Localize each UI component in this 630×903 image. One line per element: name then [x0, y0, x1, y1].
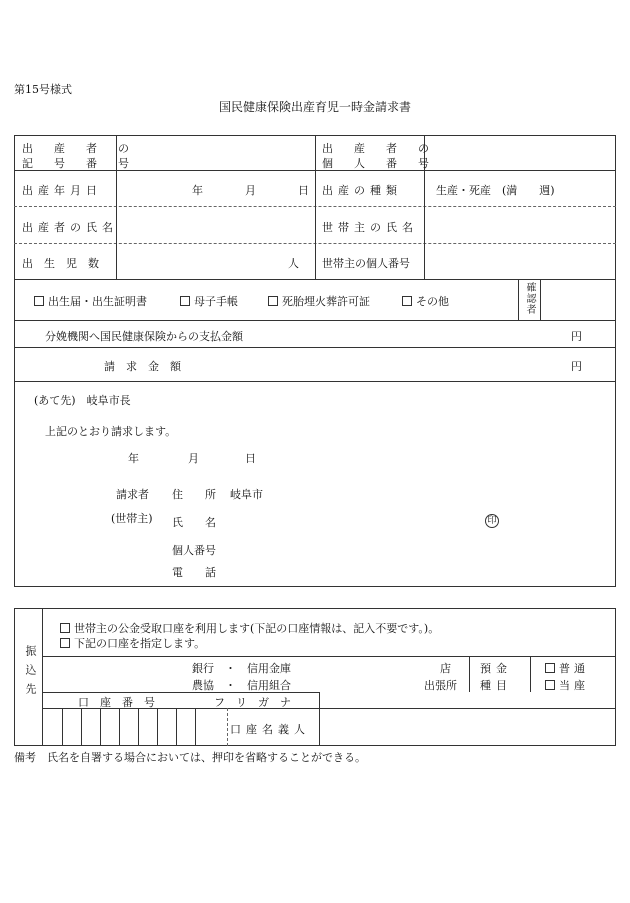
- furigana-label: フ リ ガ ナ: [214, 696, 291, 709]
- request-day: 日: [245, 452, 256, 465]
- householder-individual-field[interactable]: [425, 244, 615, 278]
- claimant-name-label: 氏 名: [172, 516, 216, 529]
- name-label: 出産者の氏名: [22, 221, 118, 234]
- doc-label: その他: [416, 295, 449, 308]
- address-value[interactable]: 岐阜市: [230, 488, 263, 501]
- request-statement: 上記のとおり請求します。: [45, 425, 177, 438]
- checkbox-icon: [34, 296, 44, 306]
- children-count-label: 出 生 児 数: [22, 257, 99, 270]
- checkbox-icon: [402, 296, 412, 306]
- individual-number-label-1: 出 産 者 の: [322, 142, 434, 155]
- recipient-number-label-1: 出 産 者 の: [22, 142, 134, 155]
- form-title: 国民健康保険出産育児一時金請求書: [218, 100, 411, 114]
- doc-burial-permit[interactable]: [268, 293, 370, 309]
- bank-type-line-1[interactable]: 銀行 ・ 信用金庫: [192, 662, 291, 675]
- footer-note: 備考 氏名を自署する場合においては、押印を省略することができる。: [14, 751, 366, 764]
- checkbox-icon: [60, 623, 70, 633]
- option-label: 当座: [559, 679, 589, 692]
- birth-type-value[interactable]: 生産・死産 (満 週): [436, 184, 555, 197]
- householder-individual-label: 世帯主の個人番号: [322, 257, 410, 270]
- householder-name-label: 世帯主の氏名: [322, 221, 418, 234]
- name-field[interactable]: [117, 207, 314, 242]
- option-label: 世帯主の公金受取口座を利用します(下記の口座情報は、記入不要です。)。: [74, 622, 440, 635]
- form-number: 第15号様式: [14, 83, 72, 96]
- phone-label: 電 話: [172, 566, 216, 579]
- claimant-label: 請求者: [116, 488, 149, 501]
- transfer-option-specified-account[interactable]: [60, 635, 205, 651]
- doc-other[interactable]: [402, 293, 449, 309]
- claimant-individual-number-label: 個人番号: [172, 544, 216, 557]
- deposit-current[interactable]: [545, 677, 589, 693]
- doc-label: 死胎埋火葬許可証: [282, 295, 370, 308]
- checkbox-icon: [545, 680, 555, 690]
- deposit-type-label-2: 種目: [480, 679, 512, 692]
- seal-mark: [485, 513, 499, 528]
- claim-amount-yen: 円: [571, 360, 582, 373]
- individual-number-label-2: 個 人 番 号: [322, 157, 434, 170]
- deposit-ordinary[interactable]: [545, 660, 589, 676]
- request-month: 月: [188, 452, 199, 465]
- addressee: (あて先) 岐阜市長: [34, 394, 131, 407]
- address-label: 住 所: [172, 488, 216, 501]
- children-unit: 人: [288, 257, 299, 270]
- account-holder-label: 口座名義人: [230, 723, 310, 736]
- householder-note: (世帯主): [111, 512, 153, 525]
- account-holder-field[interactable]: [320, 709, 615, 745]
- transfer-section-label: 振込先: [24, 645, 37, 702]
- birth-date-year: 年: [192, 184, 203, 197]
- branch-label-2: 出張所: [424, 679, 457, 692]
- paid-amount-label: 分娩機関へ国民健康保険からの支払金額: [45, 330, 243, 343]
- recipient-number-label-2: 記 号 番 号: [22, 157, 134, 170]
- claim-amount-label: 請 求 金 額: [104, 360, 181, 373]
- doc-label: 出生届・出生証明書: [48, 295, 147, 308]
- account-number-label: 口 座 番 号: [78, 696, 155, 709]
- doc-birth-cert[interactable]: [34, 293, 147, 309]
- checkbox-icon: [545, 663, 555, 673]
- checkbox-icon: [180, 296, 190, 306]
- birth-date-label: 出産年月日: [22, 184, 102, 197]
- checkbox-icon: [268, 296, 278, 306]
- birth-date-day: 日: [298, 184, 309, 197]
- doc-mother-child-book[interactable]: [180, 293, 238, 309]
- householder-name-field[interactable]: [425, 207, 615, 242]
- seal-icon: 印: [485, 514, 499, 528]
- transfer-option-public-account[interactable]: [60, 620, 439, 636]
- branch-label-1: 店: [440, 662, 451, 675]
- request-year: 年: [128, 452, 139, 465]
- option-label: 下記の口座を指定します。: [74, 637, 206, 650]
- birth-date-month: 月: [245, 184, 256, 197]
- bank-type-line-2[interactable]: 農協 ・ 信用組合: [192, 679, 291, 692]
- doc-label: 母子手帳: [194, 295, 238, 308]
- checkbox-icon: [60, 638, 70, 648]
- option-label: 普通: [559, 662, 589, 675]
- paid-amount-yen: 円: [571, 330, 582, 343]
- individual-number-field[interactable]: [425, 136, 615, 169]
- birth-type-label: 出産の種類: [322, 184, 402, 197]
- recipient-number-field[interactable]: [117, 136, 314, 169]
- deposit-type-label-1: 預金: [480, 662, 512, 675]
- confirmer-label: 確認者: [524, 282, 535, 315]
